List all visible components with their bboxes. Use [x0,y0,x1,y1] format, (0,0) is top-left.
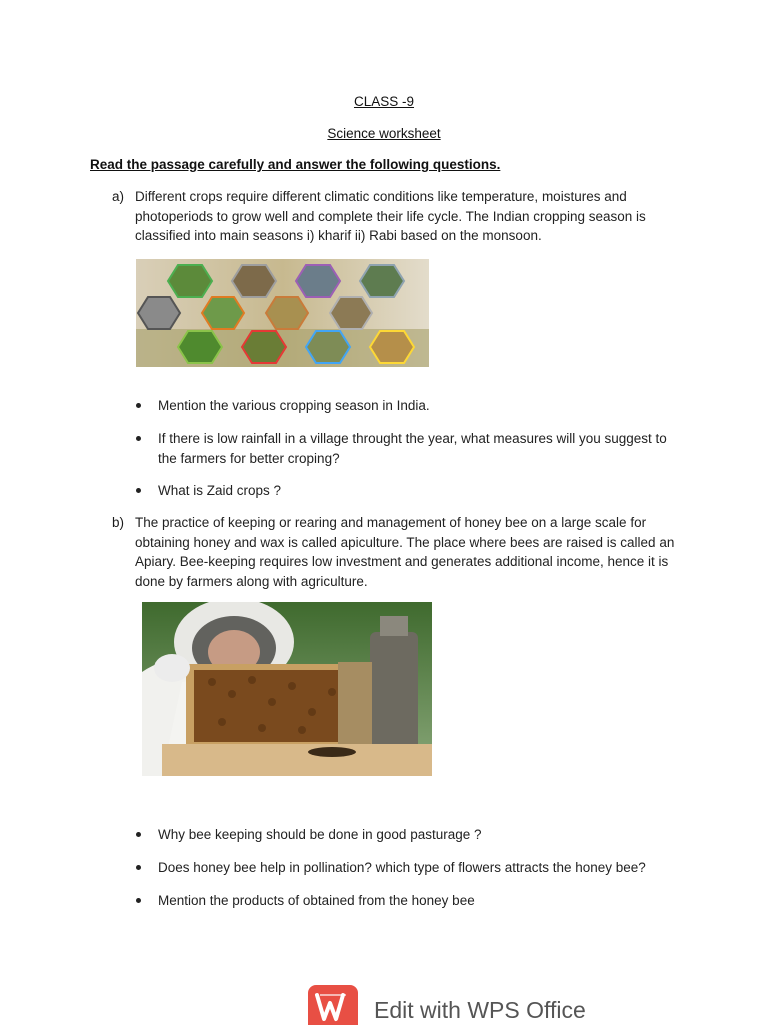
section-b-marker: b) [112,515,125,530]
section-a-passage: Different crops require different climatic conditions like temperature, moistures and photoperiods to grow well and complete their life cycle. The Indian cropping season is classified into main seasons i) kharif ii) Rabi based on the monsoon. [135,189,646,243]
bullet-icon [136,403,141,408]
worksheet-subject: Science worksheet [327,126,441,141]
question-text: If there is low rainfall in a village throught the year, what measures will you suggest to the farmers for better croping? [158,431,667,466]
question-text: Mention the various cropping season in India. [158,398,430,413]
wps-edit-label[interactable]: Edit with WPS Office [374,997,586,1023]
bullet-icon [136,832,141,837]
bullet-icon [136,436,141,441]
wps-edit-banner[interactable] [308,985,608,1025]
question-b-2 [136,858,676,878]
question-a-3 [136,481,676,501]
section-b-passage: The practice of keeping or rearing and management of honey bee on a large scale for obtaining honey and wax is called apiculture. The place where bees are raised is called an Apiary. Bee-keeping requires low investment and generates additional income, hence it is done by farmers along with agriculture. [135,515,675,589]
question-text: Mention the products of obtained from the honey bee [158,893,475,908]
cropping-seasons-collage [136,259,429,367]
section-a-marker: a) [112,189,125,204]
bullet-icon [136,488,141,493]
instruction-heading: Read the passage carefully and answer the following questions. [90,157,501,172]
question-text: Does honey bee help in pollination? which type of flowers attracts the honey bee? [158,860,646,875]
class-title: CLASS -9 [353,94,415,109]
question-b-1 [136,825,676,845]
wps-logo-icon [308,985,358,1025]
beekeeper-photo [142,602,432,776]
question-a-2 [136,429,676,468]
bullet-icon [136,898,141,903]
question-text: What is Zaid crops ? [158,483,282,498]
question-a-1 [136,396,676,416]
question-b-3 [136,891,676,911]
question-text: Why bee keeping should be done in good pasturage ? [158,827,482,842]
bullet-icon [136,865,141,870]
